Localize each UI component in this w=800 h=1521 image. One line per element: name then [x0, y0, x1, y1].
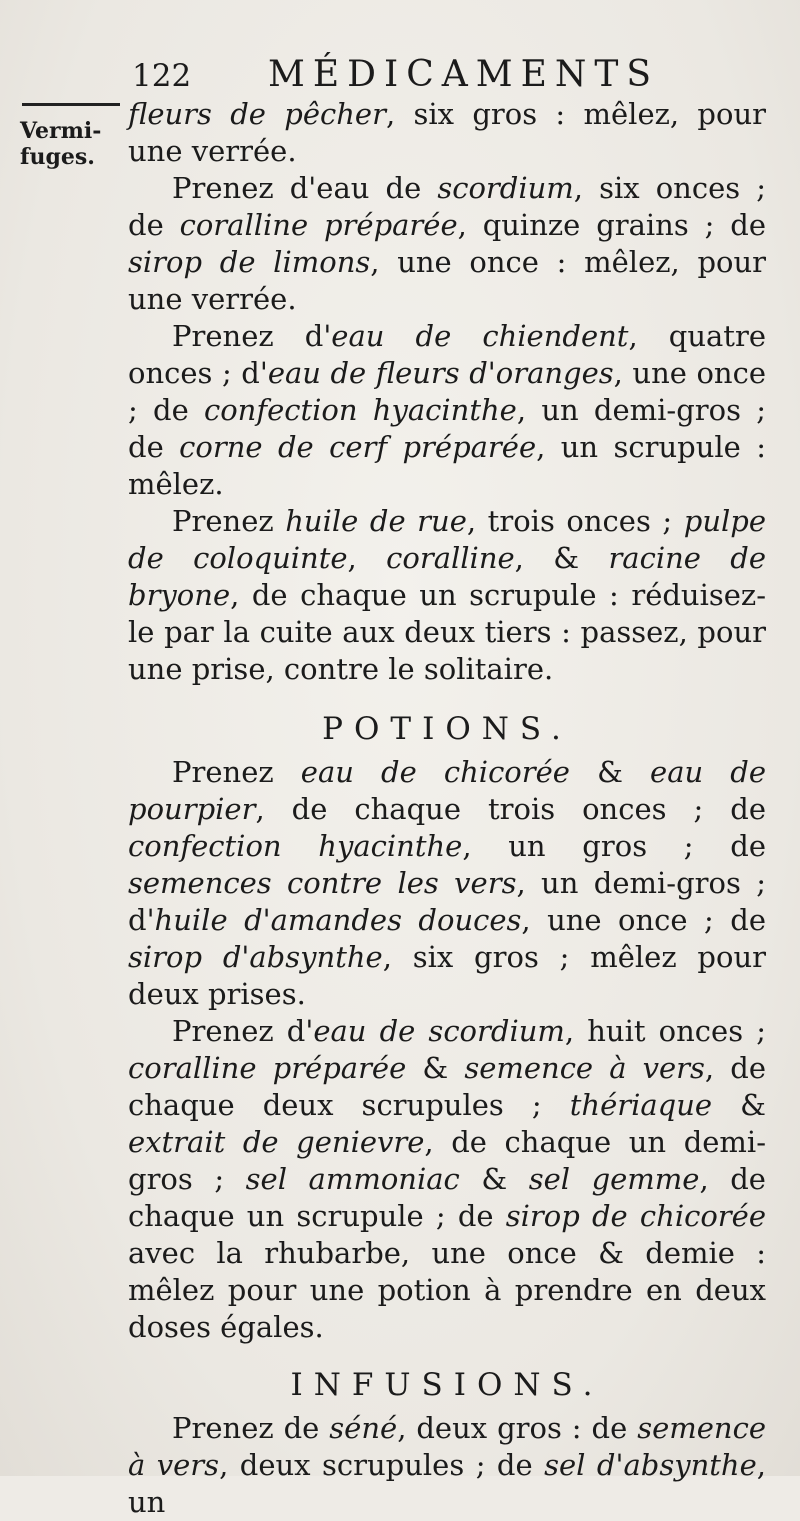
page-number: 122: [132, 58, 192, 94]
ingredient: confection hyacinthe: [128, 829, 463, 863]
paragraph-3: [128, 318, 766, 503]
text-run: Prenez: [172, 755, 301, 789]
text-run: , deux scrupules ; de: [219, 1448, 545, 1482]
ingredient: eau de pourpier: [128, 755, 767, 826]
ingredient: racine de bryone: [128, 541, 767, 612]
ingredient: huile de rue: [285, 504, 467, 538]
text-run: , un scrupule : mêlez.: [128, 430, 766, 501]
text-run: , six onces ; de: [128, 171, 766, 242]
ingredient: confection hyacinthe: [203, 393, 517, 427]
margin-note: [20, 118, 130, 170]
ingredient: semences contre les vers: [128, 866, 517, 900]
ingredient: eau de chicorée: [300, 755, 570, 789]
text-run: , un demi-gros ; de: [128, 393, 766, 464]
ingredient: scordium: [437, 171, 574, 205]
ingredient: séné: [329, 1411, 398, 1445]
ingredient: sel ammoniac: [245, 1162, 460, 1196]
ingredient: semence à vers: [128, 1411, 766, 1482]
text-run: , huit onces ;: [564, 1014, 766, 1048]
ingredient: sel d'absynthe: [544, 1448, 757, 1482]
text-run: , quatre onces ; d': [128, 319, 766, 390]
paragraph-6: [128, 1013, 766, 1346]
text-run: &: [569, 755, 651, 789]
text-run: , de chaque un scrupule : réduisez-le par la cuite aux deux tiers : passez, pour une prise, contre le solitaire.: [128, 578, 766, 686]
ingredient: thériaque: [569, 1088, 713, 1122]
section-title-potions: POTIONS.: [322, 711, 572, 747]
paragraph-5: [128, 754, 766, 1013]
text-run: , un gros ; de: [462, 829, 766, 863]
text-run: &: [406, 1051, 465, 1085]
running-head: MÉDICAMENTS: [268, 54, 660, 95]
paragraph-7: [128, 1410, 766, 1521]
text-run: &: [712, 1088, 766, 1122]
margin-rule: [22, 103, 120, 106]
text-run: , de chaque trois onces ; de: [255, 792, 766, 826]
ingredient: huile d'amandes douces: [154, 903, 522, 937]
ingredient: pulpe de coloquinte: [128, 504, 766, 575]
ingredient: coralline: [386, 541, 515, 575]
text-run: , de chaque deux scrupules ;: [128, 1051, 766, 1122]
ingredient: fleurs de pêcher: [128, 97, 386, 131]
margin-note-line1: Vermi-: [20, 118, 102, 144]
text-run: , une once : mêlez, pour une verrée.: [128, 245, 767, 316]
text-run: Prenez d': [172, 319, 332, 353]
text-run: Prenez: [172, 504, 286, 538]
ingredient: eau de scordium: [313, 1014, 565, 1048]
text-run: , deux gros : de: [397, 1411, 638, 1445]
ingredient: coralline préparée: [179, 208, 458, 242]
text-run: , une once ; de: [521, 903, 766, 937]
ingredient: sirop de chicorée: [505, 1199, 766, 1233]
ingredient: eau de fleurs d'oranges: [267, 356, 614, 390]
ingredient: coralline préparée: [128, 1051, 407, 1085]
text-run: , une once ; de: [128, 356, 767, 427]
text-run: , six gros ; mêlez pour deux prises.: [128, 940, 766, 1011]
text-run: , de chaque un demi-gros ;: [128, 1125, 766, 1196]
ingredient: sirop d'absynthe: [128, 940, 383, 974]
text-run: , &: [514, 541, 609, 575]
paragraph-1: [128, 96, 766, 170]
ingredient: sirop de limons: [128, 245, 371, 279]
page-header: [0, 54, 800, 98]
text-run: , six gros : mêlez, pour une verrée.: [128, 97, 766, 168]
text-run: , trois onces ;: [466, 504, 684, 538]
text-run: ,: [347, 541, 387, 575]
ingredient: semence à vers: [464, 1051, 705, 1085]
text-run: , quinze grains ; de: [457, 208, 766, 242]
text-run: , de chaque un scrupule ; de: [128, 1162, 766, 1233]
body-text: [128, 96, 766, 1521]
paragraph-4: [128, 503, 766, 688]
ingredient: extrait de genievre: [128, 1125, 425, 1159]
ingredient: eau de chiendent: [331, 319, 629, 353]
text-run: avec la rhubarbe, une once & demie : mêlez pour une potion à prendre en deux doses égales.: [128, 1236, 766, 1344]
text-run: , un: [128, 1448, 766, 1519]
ingredient: corne de cerf préparée: [179, 430, 537, 464]
margin-note-line2: fuges.: [20, 144, 95, 170]
text-run: Prenez d': [172, 1014, 314, 1048]
text-run: Prenez de: [172, 1411, 330, 1445]
ingredient: sel gemme: [528, 1162, 700, 1196]
text-run: , un demi-gros ; d': [128, 866, 766, 937]
section-title-infusions: INFUSIONS.: [290, 1367, 604, 1403]
text-run: &: [459, 1162, 529, 1196]
paragraph-2: [128, 170, 766, 318]
text-run: Prenez d'eau de: [172, 171, 438, 205]
